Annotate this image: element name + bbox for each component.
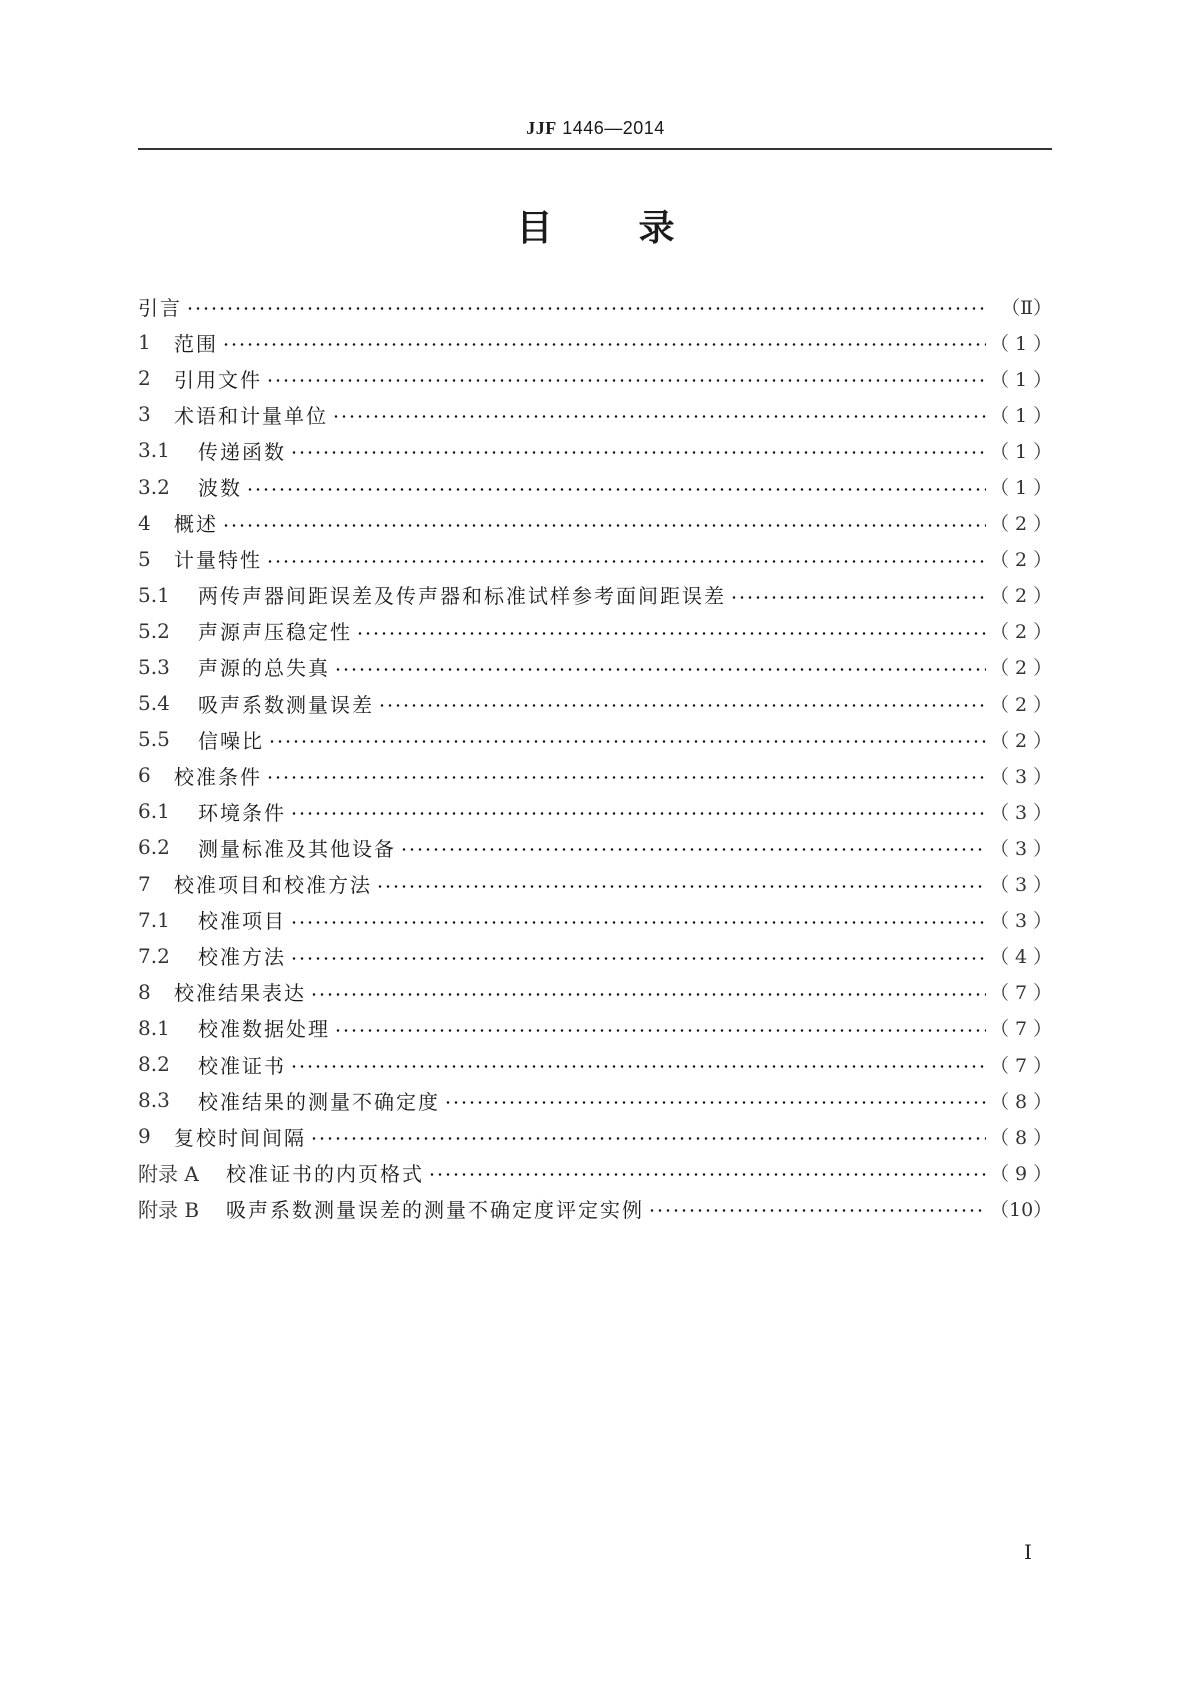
toc-entry-page: （ 7 ） [990, 1018, 1053, 1041]
toc-entry-page: （ 3 ） [990, 765, 1053, 788]
toc-entry[interactable] [138, 360, 1052, 396]
dot-leader [378, 693, 986, 713]
toc-entry-page: （ 1 ） [990, 404, 1053, 427]
dot-leader [268, 729, 986, 749]
toc-entry[interactable] [138, 1190, 1052, 1226]
toc-entry-label: 复校时间间隔 [174, 1125, 306, 1150]
toc-entry-page: （ 8 ） [990, 1090, 1053, 1113]
toc-entry[interactable] [138, 829, 1052, 865]
toc-entry-number: 7.1 [138, 907, 170, 932]
toc-entry-number: 7 [138, 871, 151, 896]
toc-entry-number: 5.2 [138, 618, 170, 643]
dot-leader [222, 332, 986, 352]
dot-leader [290, 910, 986, 930]
toc-entry-number: 5.5 [138, 727, 170, 752]
toc-entry-label: 校准结果的测量不确定度 [198, 1089, 440, 1114]
toc-entry-label: 引言 [138, 295, 182, 320]
dot-leader [310, 982, 986, 1002]
toc-entry[interactable] [138, 1118, 1052, 1154]
toc-entry-page: （ 2 ） [990, 513, 1053, 536]
toc-entry-page: （ 1 ） [990, 440, 1053, 463]
toc-entry[interactable] [138, 685, 1052, 721]
toc-entry-label: 声源的总失真 [198, 656, 330, 681]
toc-entry-page: （ 2 ） [990, 693, 1053, 716]
toc-entry[interactable] [138, 541, 1052, 577]
toc-entry-page: （10） [990, 1198, 1053, 1221]
toc-entry-number: 5 [138, 546, 151, 571]
toc-entry-page: （ 4 ） [990, 946, 1053, 969]
toc-entry-label: 环境条件 [198, 800, 286, 825]
toc-entry-label: 校准条件 [174, 764, 262, 789]
toc-entry-label: 校准结果表达 [174, 981, 306, 1006]
toc-entry[interactable] [138, 938, 1052, 974]
toc-entry[interactable] [138, 1010, 1052, 1046]
toc-entry-number: 8 [138, 979, 151, 1004]
toc-entry-page: （ 7 ） [990, 1054, 1053, 1077]
toc-entry-number: 6.1 [138, 799, 170, 824]
dot-leader [290, 946, 986, 966]
toc-entry-page: （ 1 ） [990, 368, 1053, 391]
toc-entry[interactable] [138, 793, 1052, 829]
toc-entry-label: 概述 [174, 512, 218, 537]
toc-entry-label: 术语和计量单位 [174, 403, 328, 428]
dot-leader [222, 513, 986, 533]
toc-entry-label: 范围 [174, 331, 218, 356]
toc-entry[interactable] [138, 974, 1052, 1010]
dot-leader [290, 801, 986, 821]
toc-entry-number: 4 [138, 510, 151, 535]
dot-leader [648, 1198, 986, 1218]
toc-entry-number: 8.3 [138, 1088, 170, 1113]
page-number: Ⅰ [1024, 1540, 1032, 1564]
toc-entry[interactable] [138, 613, 1052, 649]
toc-entry-page: （ 3 ） [990, 910, 1053, 933]
dot-leader [444, 1090, 986, 1110]
toc-entry[interactable] [138, 757, 1052, 793]
standard-number: 1446—2014 [562, 118, 665, 138]
toc-entry-page: （ 3 ） [990, 874, 1053, 897]
toc-entry-label: 传递函数 [198, 439, 286, 464]
toc-entry-number: 3.1 [138, 438, 170, 463]
dot-leader [266, 549, 986, 569]
dot-leader [730, 585, 986, 605]
toc-entry-page: （ 2 ） [990, 729, 1053, 752]
toc-entry-number: 2 [138, 366, 151, 391]
toc-entry-label: 吸声系数测量误差的测量不确定度评定实例 [226, 1197, 644, 1222]
toc-entry-number: 5.1 [138, 582, 170, 607]
document-header [0, 118, 1191, 139]
dot-leader [290, 1054, 986, 1074]
toc-entry[interactable] [138, 902, 1052, 938]
toc-entry-label: 校准证书的内页格式 [226, 1161, 424, 1186]
dot-leader [356, 621, 986, 641]
toc-entry-page: （ 2 ） [990, 621, 1053, 644]
toc-entry-label: 校准方法 [198, 945, 286, 970]
toc-entry[interactable] [138, 866, 1052, 902]
dot-leader [186, 296, 986, 316]
toc-entry-label: 波数 [198, 476, 242, 501]
table-of-contents [138, 288, 1052, 1226]
toc-entry[interactable] [138, 577, 1052, 613]
toc-entry-label: 计量特性 [174, 548, 262, 573]
toc-entry-page: （Ⅱ） [1001, 296, 1052, 319]
toc-entry-page: （ 3 ） [990, 801, 1053, 824]
toc-entry-label: 校准证书 [198, 1053, 286, 1078]
dot-leader [428, 1162, 986, 1182]
toc-entry-number: 附录 A [138, 1161, 199, 1186]
toc-entry-label: 引用文件 [174, 367, 262, 392]
toc-entry-number: 3.2 [138, 474, 170, 499]
toc-entry-number: 9 [138, 1124, 151, 1149]
toc-entry-number: 8.1 [138, 1015, 170, 1040]
toc-entry-label: 校准数据处理 [198, 1017, 330, 1042]
dot-leader [310, 1126, 986, 1146]
dot-leader [246, 477, 986, 497]
toc-entry-number: 6 [138, 763, 151, 788]
toc-entry[interactable] [138, 432, 1052, 468]
toc-entry[interactable] [138, 324, 1052, 360]
dot-leader [334, 657, 986, 677]
toc-entry-page: （ 7 ） [990, 982, 1053, 1005]
page-title: 目录 [516, 208, 761, 249]
toc-entry-page: （ 9 ） [990, 1162, 1053, 1185]
toc-entry-number: 附录 B [138, 1197, 200, 1222]
header-divider [138, 148, 1052, 150]
toc-entry-label: 两传声器间距误差及传声器和标准试样参考面间距误差 [198, 584, 726, 609]
toc-entry-number: 5.4 [138, 691, 170, 716]
toc-entry[interactable] [138, 505, 1052, 541]
dot-leader [376, 874, 986, 894]
toc-entry-page: （ 2 ） [990, 549, 1053, 572]
dot-leader [334, 1018, 986, 1038]
toc-entry-label: 测量标准及其他设备 [198, 836, 396, 861]
toc-entry-number: 5.3 [138, 654, 170, 679]
standard-prefix: JJF [526, 118, 557, 138]
toc-entry-number: 8.2 [138, 1052, 170, 1077]
toc-entry-page: （ 2 ） [990, 657, 1053, 680]
toc-entry-label: 声源声压稳定性 [198, 620, 352, 645]
toc-entry-number: 1 [138, 330, 151, 355]
dot-leader [266, 765, 986, 785]
toc-entry-page: （ 3 ） [990, 837, 1053, 860]
toc-entry-page: （ 1 ） [990, 477, 1053, 500]
toc-entry-label: 信噪比 [198, 728, 264, 753]
toc-entry-page: （ 2 ） [990, 585, 1053, 608]
toc-entry-number: 7.2 [138, 943, 170, 968]
toc-entry[interactable] [138, 468, 1052, 504]
dot-leader [290, 440, 986, 460]
dot-leader [332, 404, 986, 424]
toc-entry-number: 3 [138, 402, 151, 427]
toc-entry[interactable] [138, 288, 1052, 324]
toc-entry[interactable] [138, 1046, 1052, 1082]
toc-entry-page: （ 1 ） [990, 332, 1053, 355]
toc-entry-label: 校准项目和校准方法 [174, 873, 372, 898]
toc-entry[interactable] [138, 649, 1052, 685]
toc-entry-label: 校准项目 [198, 909, 286, 934]
dot-leader [400, 837, 986, 857]
toc-entry[interactable] [138, 1154, 1052, 1190]
toc-entry-label: 吸声系数测量误差 [198, 692, 374, 717]
toc-entry-number: 6.2 [138, 835, 170, 860]
dot-leader [266, 368, 986, 388]
toc-entry[interactable] [138, 1082, 1052, 1118]
toc-entry[interactable] [138, 396, 1052, 432]
toc-entry-page: （ 8 ） [990, 1126, 1053, 1149]
toc-entry[interactable] [138, 721, 1052, 757]
